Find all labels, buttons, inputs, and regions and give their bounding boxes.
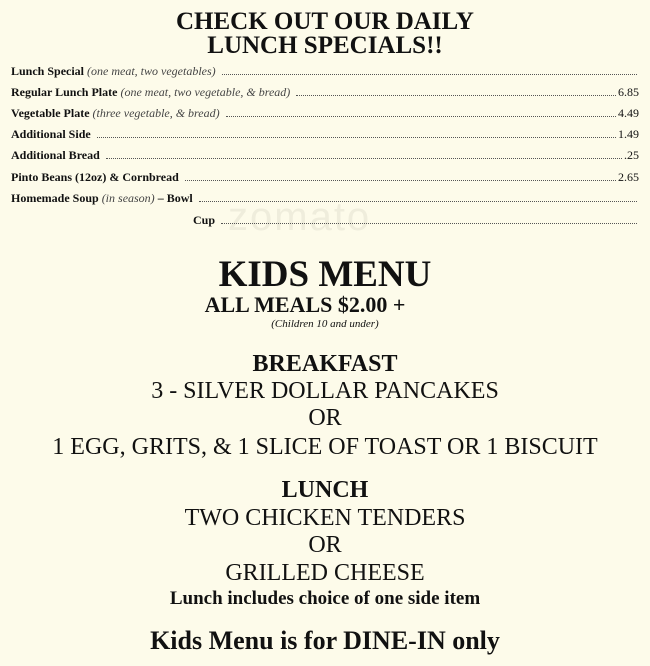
kids-menu-subtitle: ALL MEALS $2.00 + xyxy=(204,292,406,317)
item-size: – Bowl xyxy=(157,191,193,205)
item-name: Regular Lunch Plate xyxy=(11,85,118,99)
lunch-option: GRILLED CHEESE xyxy=(225,560,425,586)
menu-item xyxy=(11,85,639,103)
item-price: .25 xyxy=(624,148,639,162)
lunch-or: OR xyxy=(308,532,342,558)
item-name: Additional Side xyxy=(11,127,91,141)
lunch-option: TWO CHICKEN TENDERS xyxy=(184,505,466,531)
menu-item xyxy=(193,213,639,231)
menu-item xyxy=(11,191,639,209)
lunch-side-note: Lunch includes choice of one side item xyxy=(169,588,481,609)
item-price: 4.49 xyxy=(618,106,639,120)
item-note: (in season) xyxy=(101,191,155,205)
item-price: 6.85 xyxy=(618,85,639,99)
lunch-specials-title-line2: LUNCH SPECIALS!! xyxy=(207,32,443,59)
menu-item xyxy=(11,170,639,188)
lunch-specials-title-line1: CHECK OUT OUR DAILY xyxy=(176,8,474,35)
item-price: 1.49 xyxy=(618,127,639,141)
kids-age-note: (Children 10 and under) xyxy=(271,318,379,330)
kids-menu-title: KIDS MENU xyxy=(218,254,432,295)
item-note: (one meat, two vegetables) xyxy=(87,64,216,78)
breakfast-option: 3 - SILVER DOLLAR PANCAKES xyxy=(151,378,499,404)
watermark-logo: zomato xyxy=(228,195,372,239)
item-name: Homemade Soup xyxy=(11,191,99,205)
breakfast-or: OR xyxy=(308,405,342,431)
item-name: Vegetable Plate xyxy=(11,106,90,120)
item-note: (three vegetable, & bread) xyxy=(92,106,220,120)
menu-item xyxy=(11,64,639,82)
breakfast-option: 1 EGG, GRITS, & 1 SLICE OF TOAST OR 1 BISCUIT xyxy=(52,434,598,460)
item-price: 2.65 xyxy=(618,170,639,184)
item-name: Lunch Special xyxy=(11,64,85,78)
lunch-heading: LUNCH xyxy=(281,477,369,503)
breakfast-heading: BREAKFAST xyxy=(252,351,398,377)
item-note: (one meat, two vegetable, & bread) xyxy=(120,85,291,99)
dine-in-note: Kids Menu is for DINE-IN only xyxy=(150,626,500,655)
menu-item xyxy=(11,148,639,166)
item-name: Additional Bread xyxy=(11,148,100,162)
item-name: Cup xyxy=(193,213,216,227)
menu-item xyxy=(11,106,639,124)
item-name: Pinto Beans (12oz) & Cornbread xyxy=(11,170,179,184)
menu-item xyxy=(11,127,639,145)
